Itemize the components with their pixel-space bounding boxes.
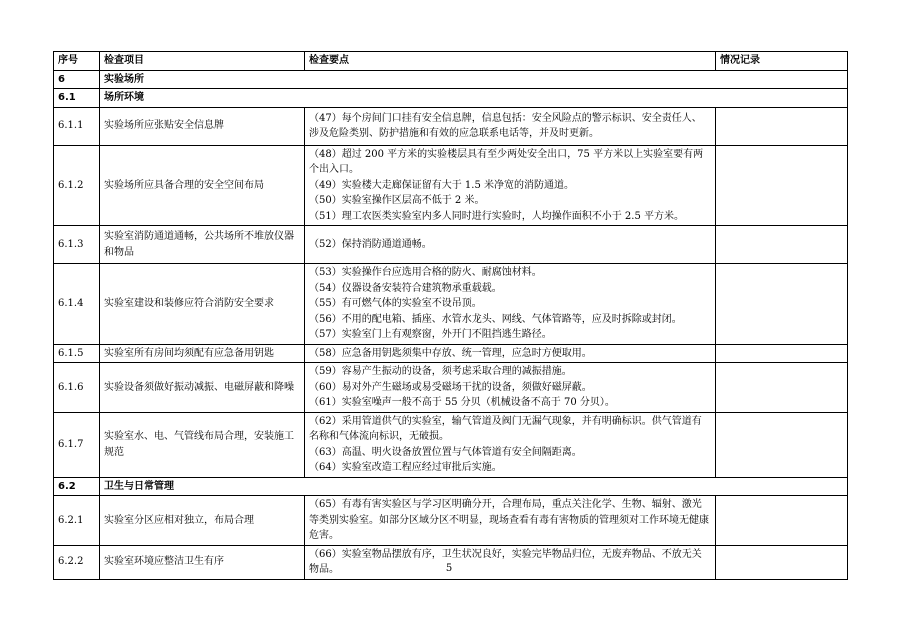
row-points: [305, 107, 716, 145]
section-row-6: [54, 70, 848, 89]
row-no: 6.1.2: [54, 145, 100, 226]
row-record: [716, 412, 848, 477]
row-record: [716, 107, 848, 145]
section-title: 实验场所: [100, 70, 848, 89]
row-points: [305, 412, 716, 477]
inspection-table: [53, 51, 848, 580]
row-record: [716, 145, 848, 226]
row-points: [305, 226, 716, 264]
requirement-line: （55）有可燃气体的实验室不设吊顶。: [309, 298, 482, 309]
requirement-line: （62）采用管道供气的实验室，输气管道及阀门无漏气现象，并有明确标识。供气管道有名称和气体流向标识，无破损。: [309, 415, 702, 442]
row-item: 实验室分区应相对独立，布局合理: [100, 496, 305, 546]
row-no: 6.2.2: [54, 545, 100, 579]
row-no: 6.1.1: [54, 107, 100, 145]
requirement-line: （63）高温、明火设备放置位置与气体管道有安全间隔距离。: [309, 446, 582, 458]
requirement-line: （47）每个房间门口挂有安全信息牌，信息包括：安全风险点的警示标识、安全责任人、涉及危险类别、防护措施和有效的应急联系电话等，并及时更新。: [309, 112, 702, 139]
requirement-line: （57）实验室门上有观察窗，外开门不阻挡逃生路径。: [309, 329, 552, 340]
row-points: [305, 344, 716, 363]
requirement-line: （48）超过 200 平方米的实验楼层具有至少两处安全出口，75 平方米以上实验室要有两个出入口。: [309, 148, 704, 175]
row-no: 6.1.6: [54, 363, 100, 413]
section-title: 场所环境: [100, 89, 848, 108]
row-record: [716, 226, 848, 264]
requirement-line: （60）易对外产生磁场或易受磁场干扰的设备，须做好磁屏蔽。: [309, 381, 592, 393]
requirement-line: （65）有毒有害实验区与学习区明确分开，合理布局，重点关注化学、生物、辐射、激光等类别实验室。如部分区域分区不明显，现场查看有毒有害物质的管理须对工作环境无健康危害。: [309, 499, 709, 541]
section-title: 卫生与日常管理: [100, 477, 848, 496]
requirement-line: （54）仪器设备安装符合建筑物承重载载。: [309, 282, 502, 294]
table-row: [54, 412, 848, 477]
requirement-line: （49）实验楼大走廊保证留有大于 1.5 米净宽的消防通道。: [309, 179, 574, 191]
header-record: 情况记录: [716, 52, 848, 71]
header-item: 检查项目: [100, 52, 305, 71]
row-points: [305, 264, 716, 345]
header-points: 检查要点: [305, 52, 716, 71]
requirement-line: （66）实验室物品摆放有序，卫生状况良好，实验完毕物品归位，无废弃物品、不放无关物品。: [309, 548, 702, 575]
row-no: 6.2.1: [54, 496, 100, 546]
row-record: [716, 264, 848, 345]
header-no: 序号: [54, 52, 100, 71]
row-record: [716, 344, 848, 363]
table-row: [54, 344, 848, 363]
row-points: [305, 145, 716, 226]
requirement-line: （51）理工农医类实验室内多人同时进行实验时，人均操作面积不小于 2.5 平方米。: [309, 210, 684, 222]
requirement-line: （58）应急备用钥匙须集中存放、统一管理，应急时方便取用。: [309, 347, 592, 359]
requirement-line: （64）实验室改造工程应经过审批后实施。: [309, 462, 502, 473]
section-row-6-2: [54, 477, 848, 496]
row-no: 6.1.7: [54, 412, 100, 477]
requirement-line: （61）实验室噪声一般不高于 55 分贝（机械设备不高于 70 分贝）。: [309, 397, 615, 408]
page-number: 5: [445, 563, 453, 574]
row-item: 实验室所有房间均须配有应急备用钥匙: [100, 344, 305, 363]
section-no: 6: [54, 70, 100, 89]
section-no: 6.2: [54, 477, 100, 496]
row-item: 实验设备须做好振动减振、电磁屏蔽和降噪: [100, 363, 305, 413]
row-no: 6.1.5: [54, 344, 100, 363]
row-record: [716, 496, 848, 546]
row-item: 实验场所应具备合理的安全空间布局: [100, 145, 305, 226]
requirement-line: （50）实验室操作区层高不低于 2 米。: [309, 195, 485, 206]
table-header-row: [54, 52, 848, 71]
row-item: 实验室消防通道通畅，公共场所不堆放仪器和物品: [100, 226, 305, 264]
requirement-line: （53）实验操作台应选用合格的防火、耐腐蚀材料。: [309, 267, 542, 278]
row-item: 实验室水、电、气管线布局合理，安装施工规范: [100, 412, 305, 477]
row-no: 6.1.4: [54, 264, 100, 345]
requirement-line: （59）容易产生振动的设备，须考虑采取合理的减振措施。: [309, 366, 572, 377]
section-no: 6.1: [54, 89, 100, 108]
requirement-line: （56）不用的配电箱、插座、水管水龙头、网线、气体管路等，应及时拆除或封闭。: [309, 313, 682, 325]
table-row: [54, 226, 848, 264]
row-item: 实验场所应张贴安全信息牌: [100, 107, 305, 145]
table-row: [54, 496, 848, 546]
row-no: 6.1.3: [54, 226, 100, 264]
table-row: [54, 264, 848, 345]
table-row: [54, 363, 848, 413]
requirement-line: （52）保持消防通道通畅。: [309, 238, 432, 250]
row-item: 实验室环境应整洁卫生有序: [100, 545, 305, 579]
row-item: 实验室建设和装修应符合消防安全要求: [100, 264, 305, 345]
row-points: [305, 363, 716, 413]
row-points: [305, 496, 716, 546]
row-record: [716, 363, 848, 413]
section-row-6-1: [54, 89, 848, 108]
table-row: [54, 107, 848, 145]
table-row: [54, 145, 848, 226]
